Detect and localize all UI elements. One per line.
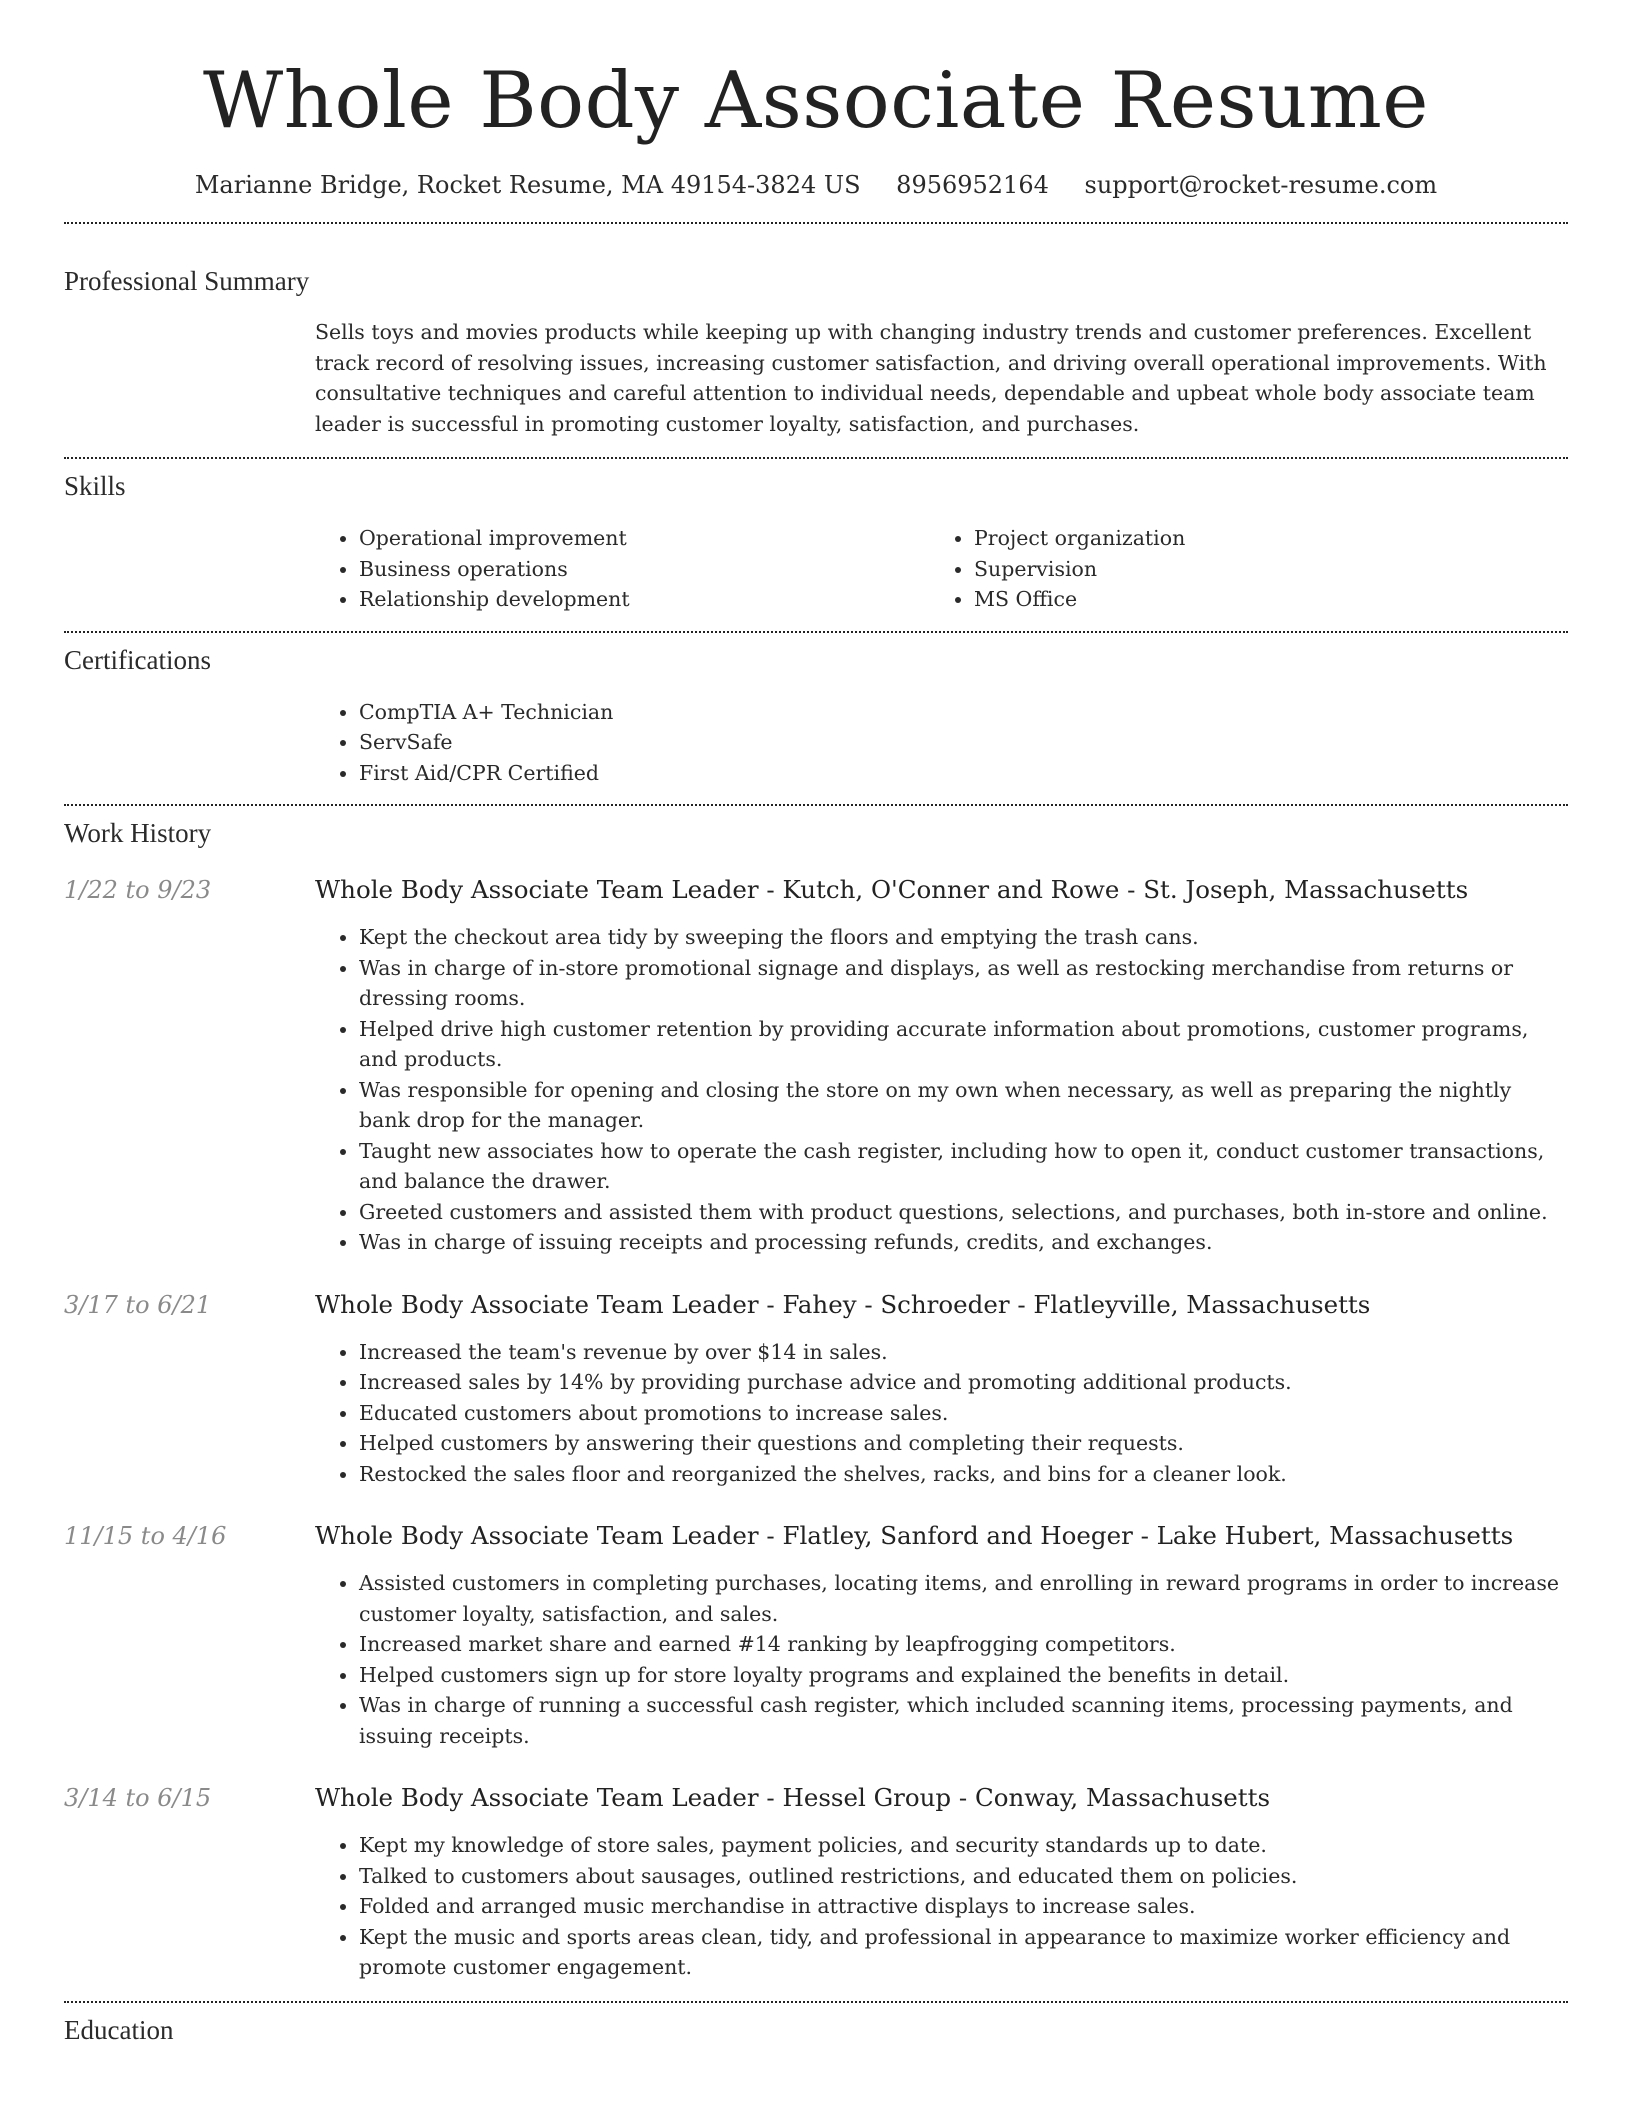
contact-address: Marianne Bridge, Rocket Resume, MA 49154-3824 US	[194, 171, 861, 199]
contact-phone: 8956952164	[896, 171, 1049, 199]
job-header	[64, 1288, 1568, 1322]
contact-email: support@rocket-resume.com	[1084, 171, 1438, 199]
work-history-heading: Work History	[64, 818, 212, 848]
certification-item: • CompTIA A+ Technician	[359, 697, 1568, 728]
skills-list-left	[315, 523, 930, 615]
resume-page	[64, 0, 1568, 2047]
job-bullet-list	[315, 922, 1568, 1258]
job-bullet: • Assisted customers in completing purchases, locating items, and enrolling in reward programs in order to increase customer loyalty, satisfaction, and sales.	[359, 1568, 1568, 1629]
job-bullet: • Increased market share and earned #14 ranking by leapfrogging competitors.	[359, 1629, 1568, 1660]
skill-item: • Supervision	[974, 554, 1568, 585]
skill-item: • Operational improvement	[359, 523, 930, 554]
skill-item: • Relationship development	[359, 584, 930, 615]
summary-text: Sells toys and movies products while keeping up with changing industry trends and customer preferences. Excellent track record of resolving issues, increasing customer satisfaction, and driving overall operational improvements. With consultative techniques and careful attention to individual needs, dependable and upbeat whole body associate team leader is successful in promoting customer loyalty, satisfaction, and purchases.	[315, 320, 1547, 436]
job-header	[64, 1519, 1568, 1553]
job-entry	[64, 873, 1568, 1258]
job-entry	[64, 1519, 1568, 1751]
certifications-content	[315, 697, 1568, 789]
skill-item: • MS Office	[974, 584, 1568, 615]
job-header	[64, 1781, 1568, 1815]
skills-grid	[315, 523, 1568, 615]
certification-item: • ServSafe	[359, 727, 1568, 758]
job-dates: 1/22 to 9/23	[64, 876, 212, 904]
summary-section	[64, 264, 1568, 439]
job-bullet-list	[315, 1830, 1568, 1983]
section-divider	[64, 631, 1568, 633]
job-title: Whole Body Associate Team Leader - Hessel Group - Conway, Massachusetts	[315, 1783, 1271, 1812]
skills-section	[64, 469, 1568, 615]
section-divider	[64, 222, 1568, 224]
job-bullet: • Kept the checkout area tidy by sweeping the floors and emptying the trash cans.	[359, 922, 1568, 953]
certifications-section	[64, 643, 1568, 789]
work-history-section	[64, 816, 1568, 1983]
section-divider	[64, 457, 1568, 459]
job-bullet: • Increased the team's revenue by over $14 in sales.	[359, 1337, 1568, 1368]
job-bullet: • Folded and arranged music merchandise in attractive displays to increase sales.	[359, 1891, 1568, 1922]
job-dates: 3/14 to 6/15	[64, 1784, 212, 1812]
job-dates: 3/17 to 6/21	[64, 1290, 212, 1319]
job-title: Whole Body Associate Team Leader - Fahey - Schroeder - Flatleyville, Massachusetts	[315, 1289, 1371, 1319]
section-divider	[64, 804, 1568, 806]
job-bullet: • Greeted customers and assisted them with product questions, selections, and purchases, both in-store and online.	[359, 1197, 1568, 1228]
summary-heading: Professional Summary	[64, 266, 310, 296]
contact-info	[64, 168, 1568, 202]
job-bullet-list	[315, 1337, 1568, 1490]
job-bullet: • Was in charge of issuing receipts and processing refunds, credits, and exchanges.	[359, 1227, 1568, 1258]
job-bullet: • Kept my knowledge of store sales, payment policies, and security standards up to date.	[359, 1830, 1568, 1861]
job-bullet: • Educated customers about promotions to increase sales.	[359, 1398, 1568, 1429]
job-bullet: • Helped drive high customer retention by providing accurate information about promotions, customer programs, and products.	[359, 1014, 1568, 1075]
certification-item: • First Aid/CPR Certified	[359, 758, 1568, 789]
skill-item: • Project organization	[974, 523, 1568, 554]
skill-item: • Business operations	[359, 554, 930, 585]
section-divider	[64, 2001, 1568, 2003]
job-bullet: • Was in charge of in-store promotional signage and displays, as well as restocking merchandise from returns or dressing rooms.	[359, 953, 1568, 1014]
job-bullet: • Kept the music and sports areas clean, tidy, and professional in appearance to maximize worker efficiency and promote customer engagement.	[359, 1922, 1568, 1983]
job-bullet: • Was responsible for opening and closing the store on my own when necessary, as well as preparing the nightly bank drop for the manager.	[359, 1075, 1568, 1136]
job-dates: 11/15 to 4/16	[64, 1522, 227, 1550]
job-header	[64, 873, 1568, 907]
education-heading: Education	[64, 2014, 174, 2045]
certifications-heading: Certifications	[64, 644, 211, 675]
certifications-list	[315, 697, 1568, 789]
education-section	[64, 2013, 1568, 2047]
skills-heading: Skills	[64, 471, 126, 501]
job-entry	[64, 1781, 1568, 1983]
job-bullet: • Talked to customers about sausages, outlined restrictions, and educated them on policies.	[359, 1861, 1568, 1892]
job-bullet-list	[315, 1568, 1568, 1751]
page-title: Whole Body Associate Resume	[203, 56, 1429, 146]
job-bullet: • Taught new associates how to operate the cash register, including how to open it, conduct customer transactions, and balance the drawer.	[359, 1136, 1568, 1197]
job-bullet: • Helped customers by answering their questions and completing their requests.	[359, 1428, 1568, 1459]
job-bullet: • Restocked the sales floor and reorganized the shelves, racks, and bins for a cleaner look.	[359, 1459, 1568, 1490]
job-entry	[64, 1288, 1568, 1490]
skills-list-right	[930, 523, 1568, 615]
job-title: Whole Body Associate Team Leader - Kutch, O'Conner and Rowe - St. Joseph, Massachusetts	[315, 875, 1469, 904]
job-bullet: • Was in charge of running a successful cash register, which included scanning items, processing payments, and issuing receipts.	[359, 1690, 1568, 1751]
job-title: Whole Body Associate Team Leader - Flatley, Sanford and Hoeger - Lake Hubert, Massachusetts	[315, 1521, 1514, 1550]
job-bullet: • Increased sales by 14% by providing purchase advice and promoting additional products.	[359, 1367, 1568, 1398]
job-bullet: • Helped customers sign up for store loyalty programs and explained the benefits in detail.	[359, 1660, 1568, 1691]
